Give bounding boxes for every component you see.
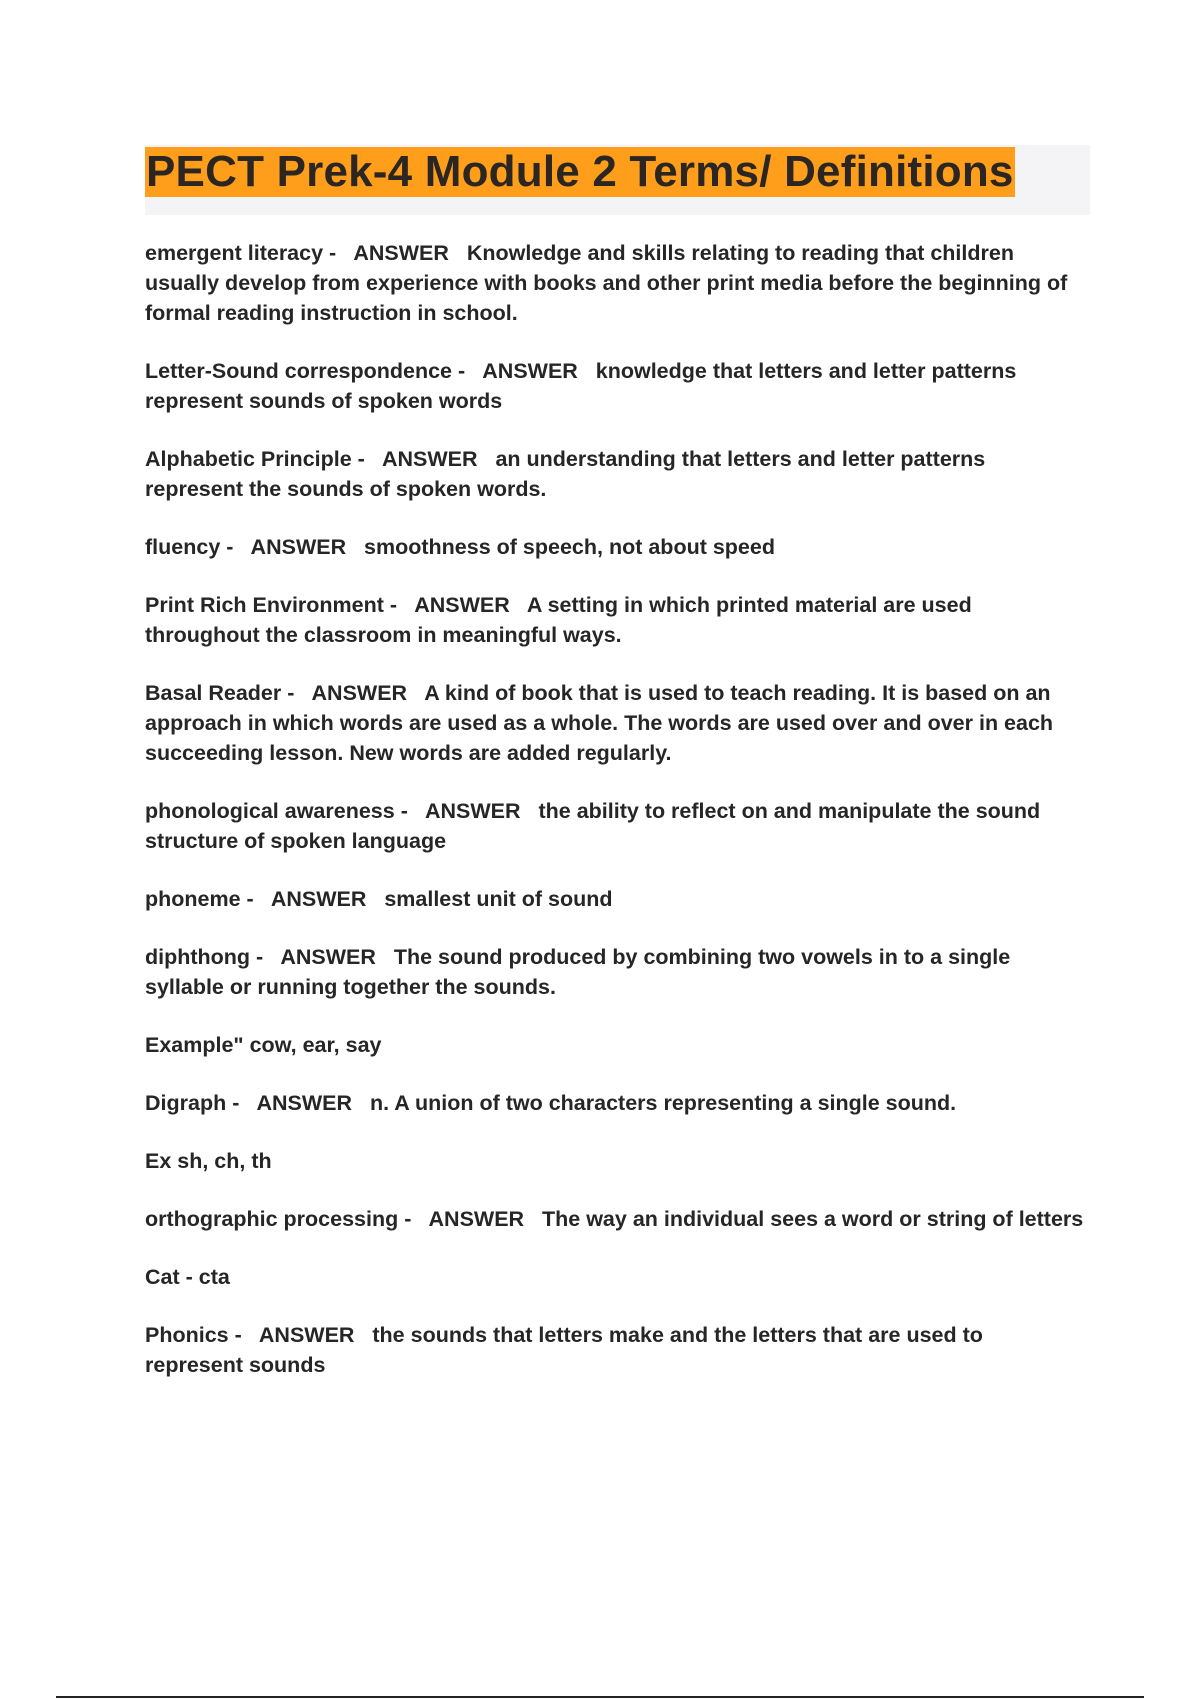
entry-term: Phonics <box>145 1323 229 1347</box>
answer-marker: ANSWER <box>428 1207 525 1231</box>
answer-marker: ANSWER <box>424 799 521 823</box>
entry-term: Alphabetic Principle <box>145 447 352 471</box>
entry-definition: knowledge that letters and letter patterns represent sounds of spoken words <box>145 359 1017 413</box>
definition-entry: fluency - ANSWER smoothness of speech, not about speed <box>145 535 775 559</box>
entry-definition: n. A union of two characters representing a single sound. <box>369 1091 957 1115</box>
entry-definition: the sounds that letters make and the letters that are used to represent sounds <box>145 1323 983 1377</box>
entry-definition: A setting in which printed material are used throughout the classroom in meaningful ways. <box>145 593 972 647</box>
entry-term: Print Rich Environment <box>145 593 384 617</box>
entry-term: Digraph <box>145 1091 227 1115</box>
entry-definition: A kind of book that is used to teach reading. It is based on an approach in which words are used as a whole. The words are used over and over in each succeeding lesson. New words are added regularly. <box>145 681 1054 765</box>
answer-marker: ANSWER <box>381 447 478 471</box>
entry-term: fluency <box>145 535 221 559</box>
definition-entry: phoneme - ANSWER smallest unit of sound <box>145 887 613 911</box>
footer-divider <box>56 1696 1144 1698</box>
answer-marker: ANSWER <box>353 241 449 265</box>
answer-marker: ANSWER <box>258 1323 355 1347</box>
entry-term: phoneme <box>145 887 241 911</box>
example-note: Ex sh, ch, th <box>145 1149 272 1173</box>
entry-term: diphthong <box>145 945 251 969</box>
example-note: Example" cow, ear, say <box>145 1033 382 1057</box>
entry-definition: the ability to reflect on and manipulate the sound structure of spoken language <box>145 799 1041 853</box>
definition-entry: orthographic processing - ANSWER The way an individual sees a word or string of letters <box>145 1207 1084 1231</box>
entry-definition: The way an individual sees a word or string of letters <box>542 1207 1084 1231</box>
entry-definition: The sound produced by combining two vowels in to a single syllable or running together the sounds. <box>145 945 1011 999</box>
answer-marker: ANSWER <box>270 887 367 911</box>
definition-entry: Print Rich Environment - ANSWER A setting in which printed material are used throughout the classroom in meaningful ways. <box>145 593 972 647</box>
entry-term: Letter-Sound correspondence <box>145 359 453 383</box>
entry-definition: an understanding that letters and letter patterns represent the sounds of spoken words. <box>145 447 986 501</box>
definition-entry: diphthong - ANSWER The sound produced by combining two vowels in to a single syllable or running together the sounds. <box>145 945 1011 999</box>
answer-marker: ANSWER <box>256 1091 353 1115</box>
definition-entry: phonological awareness - ANSWER the ability to reflect on and manipulate the sound structure of spoken language <box>145 799 1041 853</box>
definition-entry: emergent literacy - ANSWER Knowledge and skills relating to reading that children usually develop from experience with books and other print media before the beginning of formal reading instruction in school. <box>145 241 1068 325</box>
definition-entry: Alphabetic Principle - ANSWER an understanding that letters and letter patterns represent the sounds of spoken words. <box>145 447 986 501</box>
answer-marker: ANSWER <box>414 593 510 617</box>
entry-term: Basal Reader <box>145 681 282 705</box>
entry-term: phonological awareness <box>145 799 395 823</box>
example-note: Cat - cta <box>145 1265 230 1289</box>
entry-definition: smallest unit of sound <box>384 887 613 911</box>
page-title: PECT Prek-4 Module 2 Terms/ Definitions <box>146 147 1014 196</box>
definition-entry: Digraph - ANSWER n. A union of two characters representing a single sound. <box>145 1091 957 1115</box>
entry-definition: Knowledge and skills relating to reading that children usually develop from experience with books and other print media before the beginning of formal reading instruction in school. <box>145 241 1068 325</box>
answer-marker: ANSWER <box>482 359 578 383</box>
definition-entry: Phonics - ANSWER the sounds that letters make and the letters that are used to represent sounds <box>145 1323 983 1377</box>
definition-entry: Letter-Sound correspondence - ANSWER knowledge that letters and letter patterns represent sounds of spoken words <box>145 359 1017 413</box>
entry-definition: smoothness of speech, not about speed <box>364 535 775 559</box>
definition-list <box>145 238 1085 1408</box>
entry-term: emergent literacy <box>145 241 324 265</box>
entry-term: orthographic processing <box>145 1207 399 1231</box>
answer-marker: ANSWER <box>280 945 376 969</box>
answer-marker: ANSWER <box>250 535 347 559</box>
definition-entry: Basal Reader - ANSWER A kind of book that is used to teach reading. It is based on an approach in which words are used as a whole. The words are used over and over in each succeeding lesson. New words are added regularly. <box>145 681 1054 765</box>
answer-marker: ANSWER <box>311 681 408 705</box>
